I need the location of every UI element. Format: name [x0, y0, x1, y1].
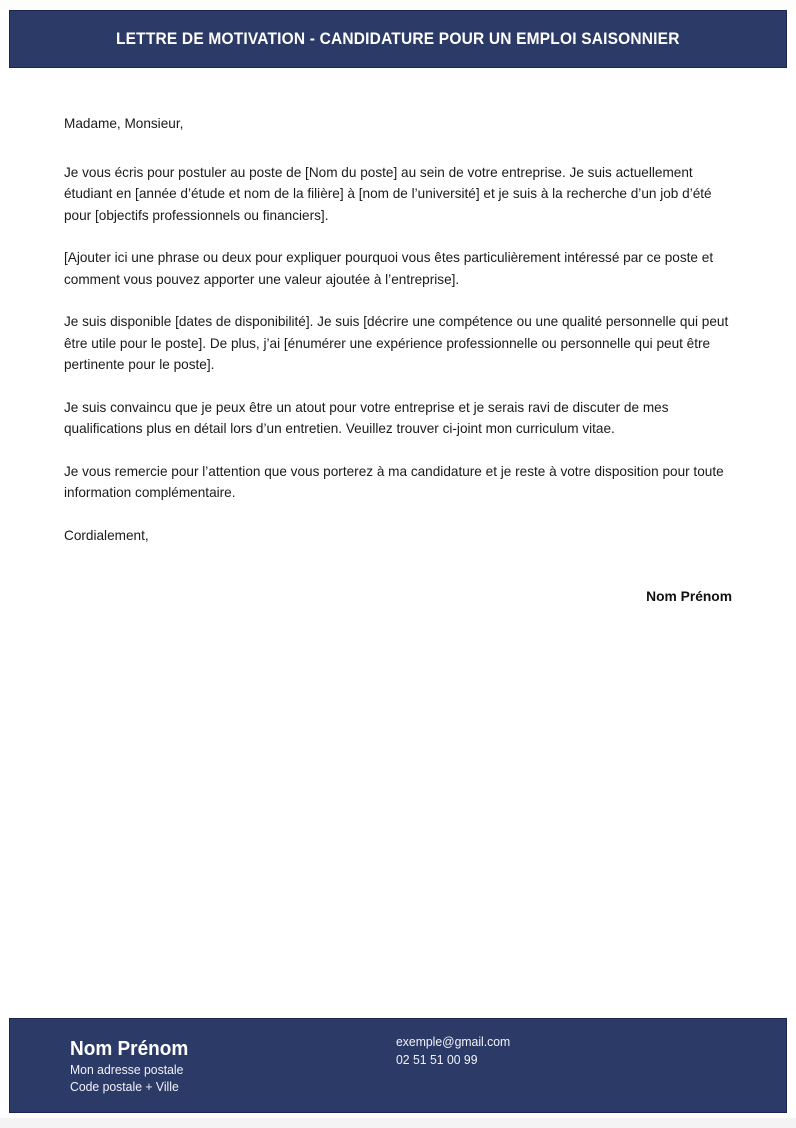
footer-email[interactable]: exemple@gmail.com	[396, 1035, 511, 1049]
footer-address-line-2: Code postale + Ville	[70, 1080, 179, 1094]
letter-paragraph-2: [Ajouter ici une phrase ou deux pour expliquer pourquoi vous êtes particulièrement intéressé par ce poste et comment vous pouvez apporter une valeur ajoutée à l’entreprise].	[64, 250, 714, 287]
letter-greeting: Madame, Monsieur,	[64, 116, 184, 131]
footer-contact-block	[396, 1034, 514, 1069]
letter-paragraph-5: Je vous remercie pour l’attention que vous porterez à ma candidature et je reste à votre disposition pour toute information complémentaire.	[64, 463, 724, 500]
footer-address-line-1: Mon adresse postale	[70, 1063, 184, 1077]
footer-name: Nom Prénom	[70, 1038, 189, 1060]
page-top-margin-strip	[0, 0, 796, 10]
footer-phone[interactable]: 02 51 51 00 99	[396, 1052, 478, 1067]
letter-paragraph-4: Je suis convaincu que je peux être un atout pour votre entreprise et je serais ravi de discuter de mes qualifications plus en détail lors d’un entretien. Veuillez trouver ci-joint mon curriculum vitae.	[64, 399, 669, 436]
signature-name: Nom Prénom	[646, 589, 732, 604]
letter-closing: Cordialement,	[64, 527, 149, 543]
document-footer-band	[9, 1018, 787, 1113]
letter-paragraph-1: Je vous écris pour postuler au poste de [Nom du poste] au sein de votre entreprise. Je suis actuellement étudiant en [année d’étude et nom de la filière] à [nom de l’université] et je suis à la recherche d’un job d’été pour [objectifs professionnels ou financiers].	[64, 164, 712, 223]
document-header-band	[9, 10, 787, 68]
letter-paragraph-3: Je suis disponible [dates de disponibilité]. Je suis [décrire une compétence ou une qualité personnelle qui peut être utile pour le poste]. De plus, j’ai [énumérer une expérience professionnelle ou personnelle qui peut être pertinente pour le poste].	[64, 314, 729, 372]
footer-identity-block	[70, 1037, 194, 1096]
signature-row	[64, 588, 732, 606]
page-bottom-margin-strip	[0, 1118, 796, 1128]
page-title: LETTRE DE MOTIVATION - CANDIDATURE POUR UN EMPLOI SAISONNIER	[116, 29, 680, 48]
letter-body	[64, 113, 734, 546]
